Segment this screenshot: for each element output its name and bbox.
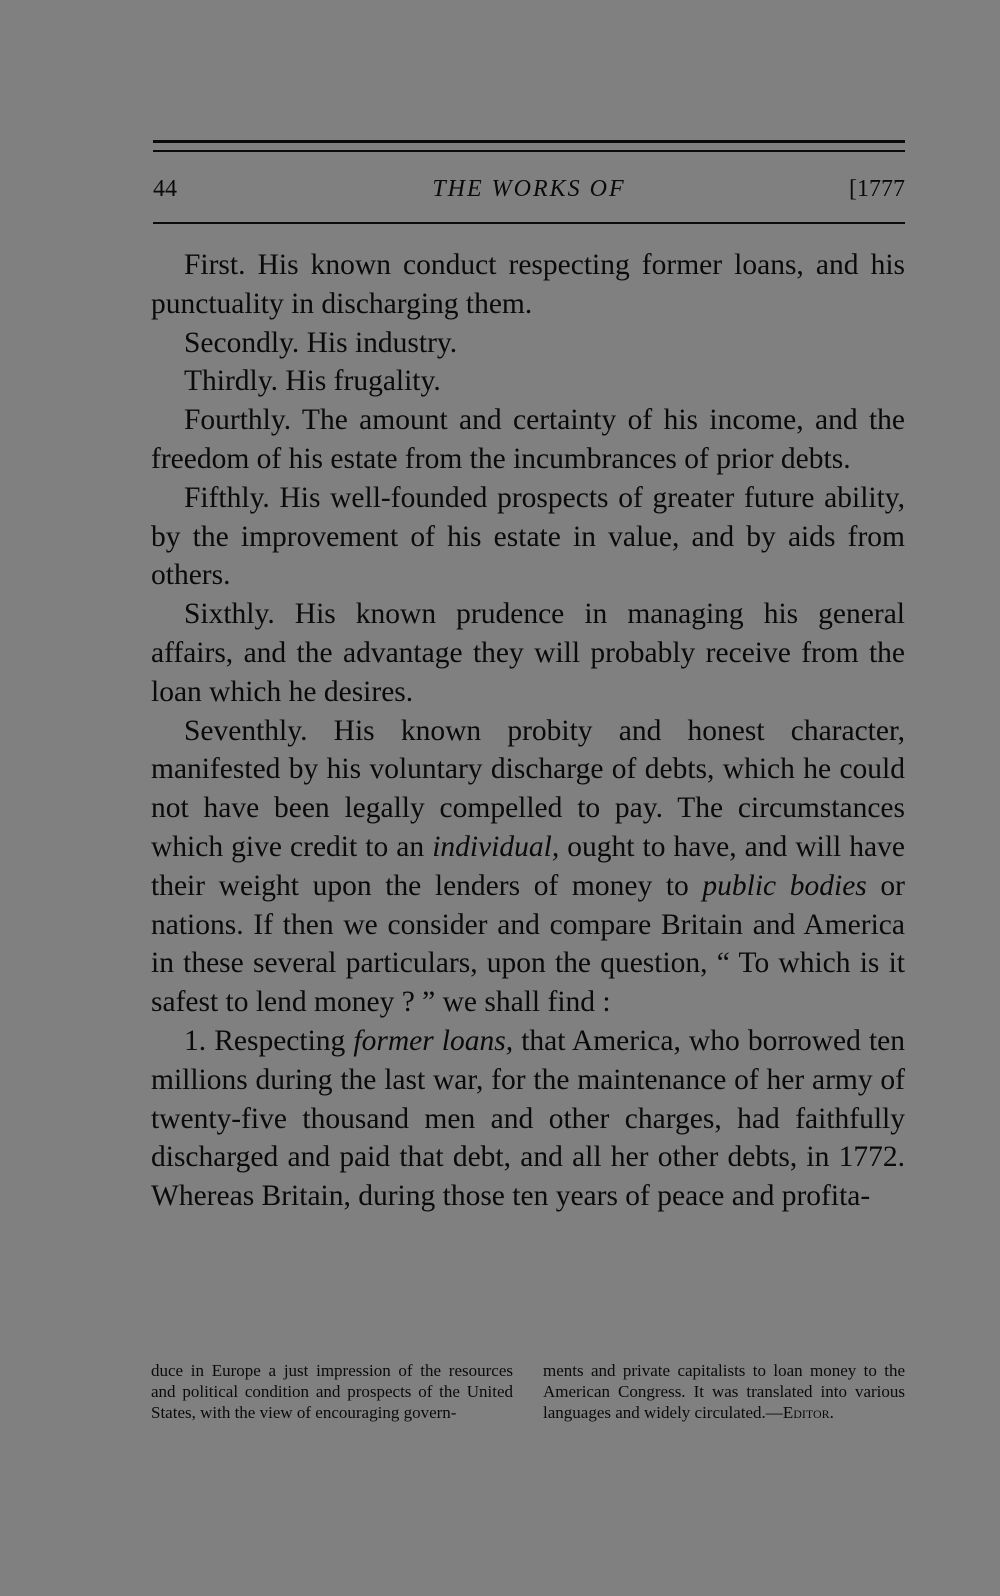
paragraph-text: ought to have, and will have their weight upon the lenders of money to bbox=[151, 830, 905, 902]
paragraph: Thirdly. His frugality. bbox=[184, 365, 441, 398]
footnote-text: ments and private capitalists to loan money to the American Congress. It was translated into various languages and widely circulated.— bbox=[543, 1361, 905, 1422]
page-number: 44 bbox=[153, 176, 177, 202]
paragraph-text: Seventhly. His known probity and honest character, manifested by his voluntary discharge of debts, which he could not have been legally compelled to pay. The circumstances which give credit to an bbox=[151, 714, 905, 863]
editor-signature: Editor. bbox=[782, 1403, 834, 1422]
header-year: [1777 bbox=[849, 176, 905, 202]
top-double-rule-lower bbox=[153, 150, 905, 152]
paragraph: First. His known conduct respecting former loans, and his punctuality in discharging them. bbox=[151, 249, 905, 320]
italic-text: individual, bbox=[432, 830, 560, 863]
footnote-right-column bbox=[543, 1360, 905, 1423]
footnote-left-column: duce in Europe a just impression of the resources and political condition and prospects of the United States, with the view of encouraging govern- bbox=[151, 1361, 513, 1422]
paragraph: Fourthly. The amount and certainty of his income, and the freedom of his estate from the incumbrances of prior debts. bbox=[151, 404, 905, 475]
top-double-rule bbox=[153, 140, 905, 143]
footnote bbox=[151, 1360, 905, 1423]
paragraph-text: or nations. If then we consider and compare Britain and America in these several particulars, upon the question, “ To which is it safest to lend money ? ” we shall find : bbox=[151, 869, 905, 1019]
italic-text: former loans, bbox=[353, 1024, 514, 1057]
italic-text: public bodies bbox=[702, 869, 867, 902]
header-rule bbox=[153, 222, 905, 224]
paragraph bbox=[151, 1022, 905, 1216]
body-text bbox=[151, 246, 905, 1216]
paragraph: Fifthly. His well-founded prospects of greater future ability, by the improvement of his estate in value, and by aids from others. bbox=[151, 481, 905, 592]
paragraph: Secondly. His industry. bbox=[184, 326, 458, 359]
paragraph bbox=[151, 712, 905, 1022]
running-head bbox=[153, 176, 905, 210]
paragraph-text: that America, who borrowed ten millions during the last war, for the maintenance of her army of twenty-five thousand men and other charges, had faithfully discharged and paid that debt, and all her other debts, in 1772. Whereas Britain, during those ten years of peace and profita- bbox=[151, 1024, 905, 1213]
paragraph: Sixthly. His known prudence in managing his general affairs, and the advantage they will probably receive from the loan which he desires. bbox=[151, 598, 905, 708]
running-title: THE WORKS OF bbox=[432, 176, 626, 202]
paragraph-text: 1. Respecting bbox=[184, 1024, 354, 1057]
